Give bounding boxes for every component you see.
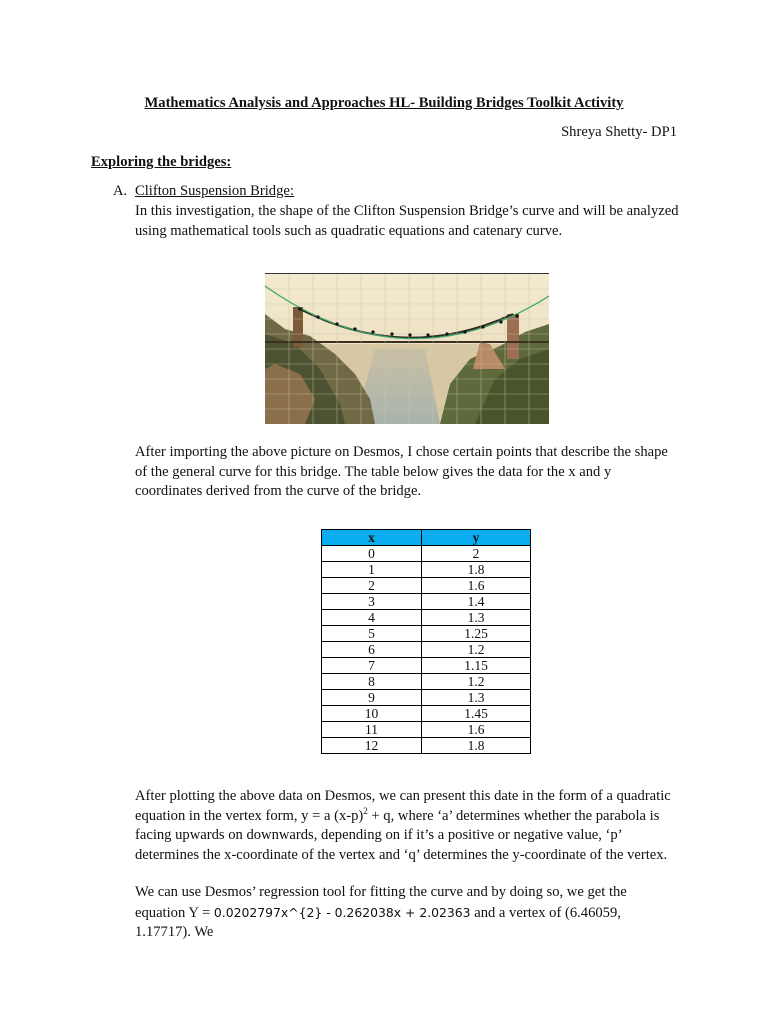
column-header-y: y bbox=[422, 530, 531, 546]
table-row bbox=[322, 610, 531, 626]
cell-y: 1.45 bbox=[422, 706, 531, 722]
table-row bbox=[322, 706, 531, 722]
cell-y: 1.8 bbox=[422, 562, 531, 578]
cell-y: 1.2 bbox=[422, 642, 531, 658]
section-heading: Exploring the bridges: bbox=[91, 154, 232, 170]
regression-paragraph bbox=[135, 883, 680, 943]
table-row bbox=[322, 690, 531, 706]
cell-x: 6 bbox=[322, 642, 422, 658]
cell-y: 1.15 bbox=[422, 658, 531, 674]
cell-x: 0 bbox=[322, 546, 422, 562]
cell-y: 1.2 bbox=[422, 674, 531, 690]
table-row bbox=[322, 546, 531, 562]
table-header-row bbox=[322, 530, 531, 546]
regression-equation: 0.0202797x^{2} - 0.262038x + 2.02363 bbox=[213, 904, 471, 920]
table-row bbox=[322, 594, 531, 610]
cell-y: 1.3 bbox=[422, 610, 531, 626]
item-title: Clifton Suspension Bridge: bbox=[135, 183, 294, 199]
cell-x: 5 bbox=[322, 626, 422, 642]
vertex-text-start: After plotting the above data on Desmos, we can present this date in the form of a quadratic equation in the vertex form, y = a (x-p) bbox=[135, 788, 671, 824]
cell-y: 1.6 bbox=[422, 722, 531, 738]
intro-paragraph: In this investigation, the shape of the Clifton Suspension Bridge’s curve and will be analyzed using mathematical tools such as quadratic equations and catenary curve. bbox=[135, 203, 679, 239]
cell-y: 1.8 bbox=[422, 738, 531, 754]
cell-x: 8 bbox=[322, 674, 422, 690]
exponent: 2 bbox=[363, 805, 368, 816]
document-title: Mathematics Analysis and Approaches HL- Building Bridges Toolkit Activity bbox=[144, 95, 624, 111]
table-row bbox=[322, 562, 531, 578]
regression-text-end: and a vertex of (6.46059, 1.17717). We bbox=[135, 904, 621, 940]
cell-x: 12 bbox=[322, 738, 422, 754]
table-row bbox=[322, 578, 531, 594]
cell-y: 1.25 bbox=[422, 626, 531, 642]
table-row bbox=[322, 738, 531, 754]
cell-y: 1.3 bbox=[422, 690, 531, 706]
table-row bbox=[322, 626, 531, 642]
cell-y: 1.4 bbox=[422, 594, 531, 610]
list-marker: A. bbox=[113, 183, 128, 199]
table-row bbox=[322, 674, 531, 690]
regression-text-start: We can use Desmos’ regression tool for fitting the curve and by doing so, we get the equation Y = bbox=[135, 884, 627, 921]
cell-x: 1 bbox=[322, 562, 422, 578]
table-row bbox=[322, 658, 531, 674]
coordinates-table bbox=[321, 529, 531, 754]
vertex-text-end: + q, where ‘a’ determines whether the parabola is facing upwards on downwards, depending on if it’s a positive or negative value, ‘p’ determines the x-coordinate of the vertex and ‘q’ determines the y-coordinate of the vertex. bbox=[135, 807, 668, 863]
cell-x: 3 bbox=[322, 594, 422, 610]
cell-x: 11 bbox=[322, 722, 422, 738]
cell-x: 4 bbox=[322, 610, 422, 626]
cell-x: 9 bbox=[322, 690, 422, 706]
vertex-form-paragraph bbox=[135, 787, 680, 865]
cell-x: 7 bbox=[322, 658, 422, 674]
cell-y: 2 bbox=[422, 546, 531, 562]
table-row bbox=[322, 722, 531, 738]
cell-x: 2 bbox=[322, 578, 422, 594]
bridge-photo bbox=[265, 273, 549, 424]
column-header-x: x bbox=[322, 530, 422, 546]
cell-x: 10 bbox=[322, 706, 422, 722]
author-line: Shreya Shetty- DP1 bbox=[561, 124, 677, 140]
table-row bbox=[322, 642, 531, 658]
import-paragraph: After importing the above picture on Desmos, I chose certain points that describe the shape of the general curve for this bridge. The table below gives the data for the x and y coordinates derived from the curve of the bridge. bbox=[135, 444, 668, 499]
cell-y: 1.6 bbox=[422, 578, 531, 594]
